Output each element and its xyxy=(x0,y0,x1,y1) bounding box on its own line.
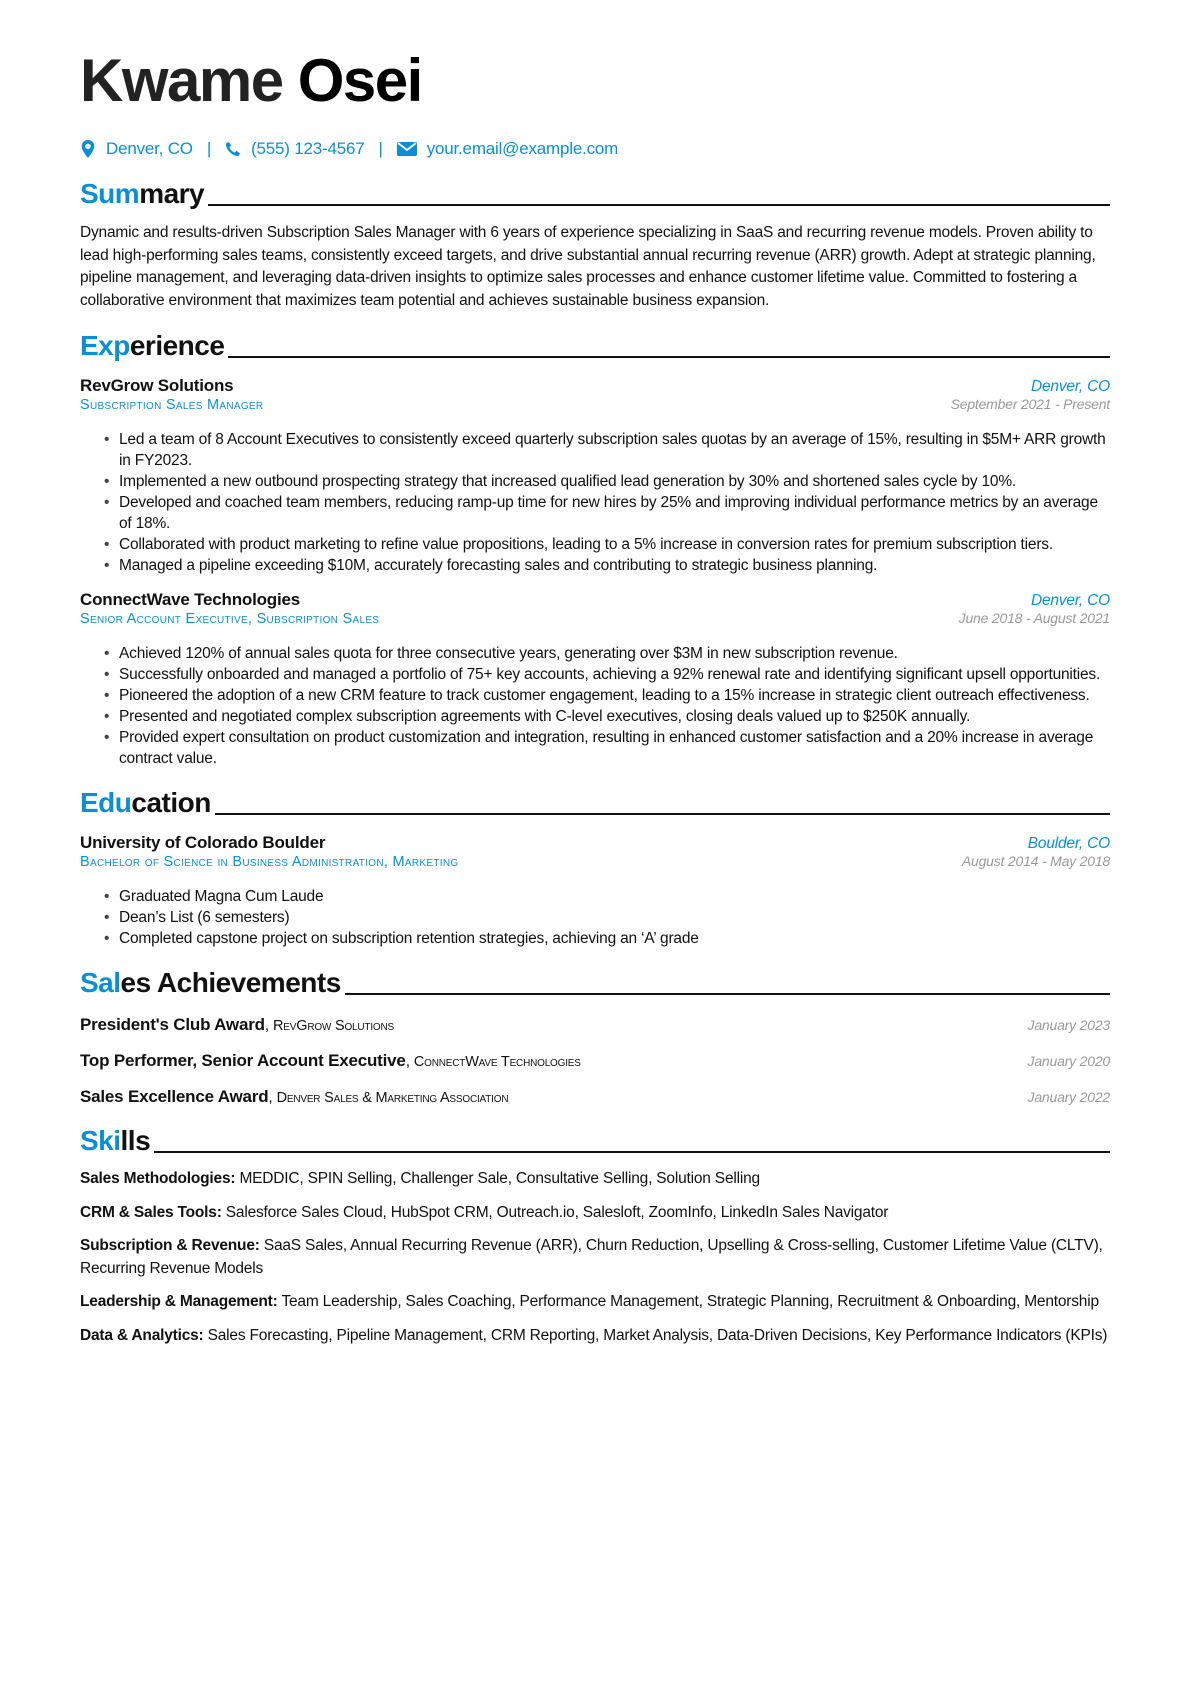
degree: Bachelor of Science in Business Administration, Marketing xyxy=(80,854,459,870)
separator: | xyxy=(378,139,383,158)
education-entry xyxy=(80,833,1110,949)
skill-category: CRM & Sales Tools: xyxy=(80,1203,222,1221)
skill-list: Team Leadership, Sales Coaching, Performance Management, Strategic Planning, Recruitment & Onboarding, Mentorship xyxy=(281,1293,1099,1310)
experience-heading: Experience xyxy=(80,326,1110,362)
divider xyxy=(345,993,1110,995)
job-entry xyxy=(80,376,1110,576)
job-dates: September 2021 - Present xyxy=(950,396,1110,412)
divider xyxy=(154,1151,1110,1153)
divider xyxy=(228,356,1110,358)
achievement-item: President's Club Award, RevGrow Solutions January 2023 xyxy=(80,1015,1110,1034)
skill-row xyxy=(80,1168,1110,1191)
map-pin-icon xyxy=(80,140,96,158)
skill-row xyxy=(80,1325,1110,1348)
achievement-item: Sales Excellence Award, Denver Sales & Marketing Association January 2022 xyxy=(80,1087,1110,1106)
job-location: Denver, CO xyxy=(1031,378,1110,395)
divider xyxy=(215,813,1110,815)
company-name: ConnectWave Technologies xyxy=(80,590,301,609)
skills-heading: Skills xyxy=(80,1121,1110,1157)
list-item: • Implemented a new outbound prospecting strategy that increased qualified lead generation by 30% and shortened sales cycle by 10%. xyxy=(104,471,1110,492)
divider xyxy=(208,204,1110,206)
list-item: • Provided expert consultation on product customization and integration, resulting in enhanced customer satisfaction and a 20% increase in average contract value. xyxy=(104,727,1110,769)
job-bullets xyxy=(104,429,1110,576)
achievement-item: Top Performer, Senior Account Executive, ConnectWave Technologies January 2020 xyxy=(80,1051,1110,1070)
skill-row xyxy=(80,1202,1110,1225)
job-dates: June 2018 - August 2021 xyxy=(958,610,1110,626)
achievement-org: ConnectWave Technologies xyxy=(413,1054,581,1070)
candidate-name xyxy=(80,44,1110,118)
school-name: University of Colorado Boulder xyxy=(80,833,326,852)
skill-row xyxy=(80,1291,1110,1314)
list-item: • Pioneered the adoption of a new CRM feature to track customer engagement, leading to a 15% increase in strategic client outreach effectiveness. xyxy=(104,685,1110,706)
skill-category: Sales Methodologies: xyxy=(80,1170,236,1187)
achievement-date: January 2022 xyxy=(1027,1089,1110,1105)
phone-link[interactable]: (555) 123-4567 xyxy=(251,139,365,158)
contact-info xyxy=(80,136,1110,162)
job-entry xyxy=(80,590,1110,769)
list-item: • Presented and negotiated complex subscription agreements with C-level executives, closing deals valued up to $250K annually. xyxy=(104,706,1110,727)
achievement-title: President's Club Award xyxy=(80,1015,265,1034)
job-title: Subscription Sales Manager xyxy=(80,397,264,413)
skill-list: Salesforce Sales Cloud, HubSpot CRM, Outreach.io, Salesloft, ZoomInfo, LinkedIn Sales Navigator xyxy=(225,1203,889,1221)
envelope-icon xyxy=(397,140,417,158)
company-name: RevGrow Solutions xyxy=(80,376,234,395)
job-location: Denver, CO xyxy=(1031,592,1110,609)
first-name: Kwame xyxy=(80,47,283,114)
list-item: • Successfully onboarded and managed a portfolio of 75+ key accounts, achieving a 92% renewal rate and identifying significant upsell opportunities. xyxy=(104,664,1110,685)
list-item: • Completed capstone project on subscription retention strategies, achieving an ‘A’ grade xyxy=(104,928,1110,949)
list-item: • Managed a pipeline exceeding $10M, accurately forecasting sales and contributing to strategic business planning. xyxy=(104,555,1110,576)
list-item: • Graduated Magna Cum Laude xyxy=(104,886,1110,907)
list-item: • Led a team of 8 Account Executives to consistently exceed quarterly subscription sales quotas by an average of 15%, resulting in $5M+ ARR growth in FY2023. xyxy=(104,429,1110,471)
skill-list: Sales Forecasting, Pipeline Management, CRM Reporting, Market Analysis, Data-Driven Decisions, Key Performance Indicators (KPIs) xyxy=(207,1326,1108,1344)
education-bullets xyxy=(104,886,1110,949)
separator: | xyxy=(206,139,212,158)
achievement-title: Sales Excellence Award xyxy=(80,1087,269,1106)
achievements-heading: Sales Achievements xyxy=(80,963,1110,999)
list-item: • Collaborated with product marketing to refine value propositions, leading to a 5% increase in conversion rates for premium subscription tiers. xyxy=(104,534,1110,555)
skill-category: Leadership & Management: xyxy=(80,1293,278,1310)
skill-category: Data & Analytics: xyxy=(80,1326,204,1344)
achievement-title: Top Performer, Senior Account Executive xyxy=(80,1051,406,1070)
skill-list: SaaS Sales, Annual Recurring Revenue (ARR), Churn Reduction, Upselling & Cross-selling, Customer Lifetime Value (CLTV), Recurring Revenue Models xyxy=(80,1237,1103,1277)
location: Denver, CO xyxy=(106,139,193,158)
skill-category: Subscription & Revenue: xyxy=(80,1237,260,1254)
skill-list: MEDDIC, SPIN Selling, Challenger Sale, Consultative Selling, Solution Selling xyxy=(239,1170,760,1187)
list-item: • Dean’s List (6 semesters) xyxy=(104,907,1110,928)
list-item: • Achieved 120% of annual sales quota for three consecutive years, generating over $3M in new subscription revenue. xyxy=(104,643,1110,664)
school-location: Boulder, CO xyxy=(1027,835,1110,852)
email-link[interactable]: your.email@example.com xyxy=(426,139,619,158)
list-item: • Developed and coached team members, reducing ramp-up time for new hires by 25% and improving individual performance metrics by an average of 18%. xyxy=(104,492,1110,534)
achievement-org: Denver Sales & Marketing Association xyxy=(276,1090,509,1106)
job-bullets xyxy=(104,643,1110,769)
achievement-date: January 2023 xyxy=(1027,1017,1110,1033)
education-heading: Education xyxy=(80,783,1110,819)
education-dates: August 2014 - May 2018 xyxy=(961,853,1110,869)
achievement-org: RevGrow Solutions xyxy=(273,1018,394,1034)
achievement-date: January 2020 xyxy=(1027,1053,1110,1069)
summary-heading: Summary xyxy=(80,174,1110,210)
resume xyxy=(80,0,1110,1347)
phone-icon xyxy=(225,140,241,158)
skill-row xyxy=(80,1235,1110,1280)
job-title: Senior Account Executive, Subscription Sales xyxy=(80,611,380,627)
summary-text: Dynamic and results-driven Subscription Sales Manager with 6 years of experience specializing in SaaS and recurring revenue models. Proven ability to lead high-performing sales teams, consistently exceed targets, and drive substantial annual recurring revenue (ARR) growth. Adept at strategic planning, pipeline management, and leveraging data-driven insights to optimize sales processes and enhance customer lifetime value. Committed to fostering a collaborative environment that maximizes team potential and achieves sustainable business expansion. xyxy=(80,224,1096,309)
last-name: Osei xyxy=(297,47,422,114)
